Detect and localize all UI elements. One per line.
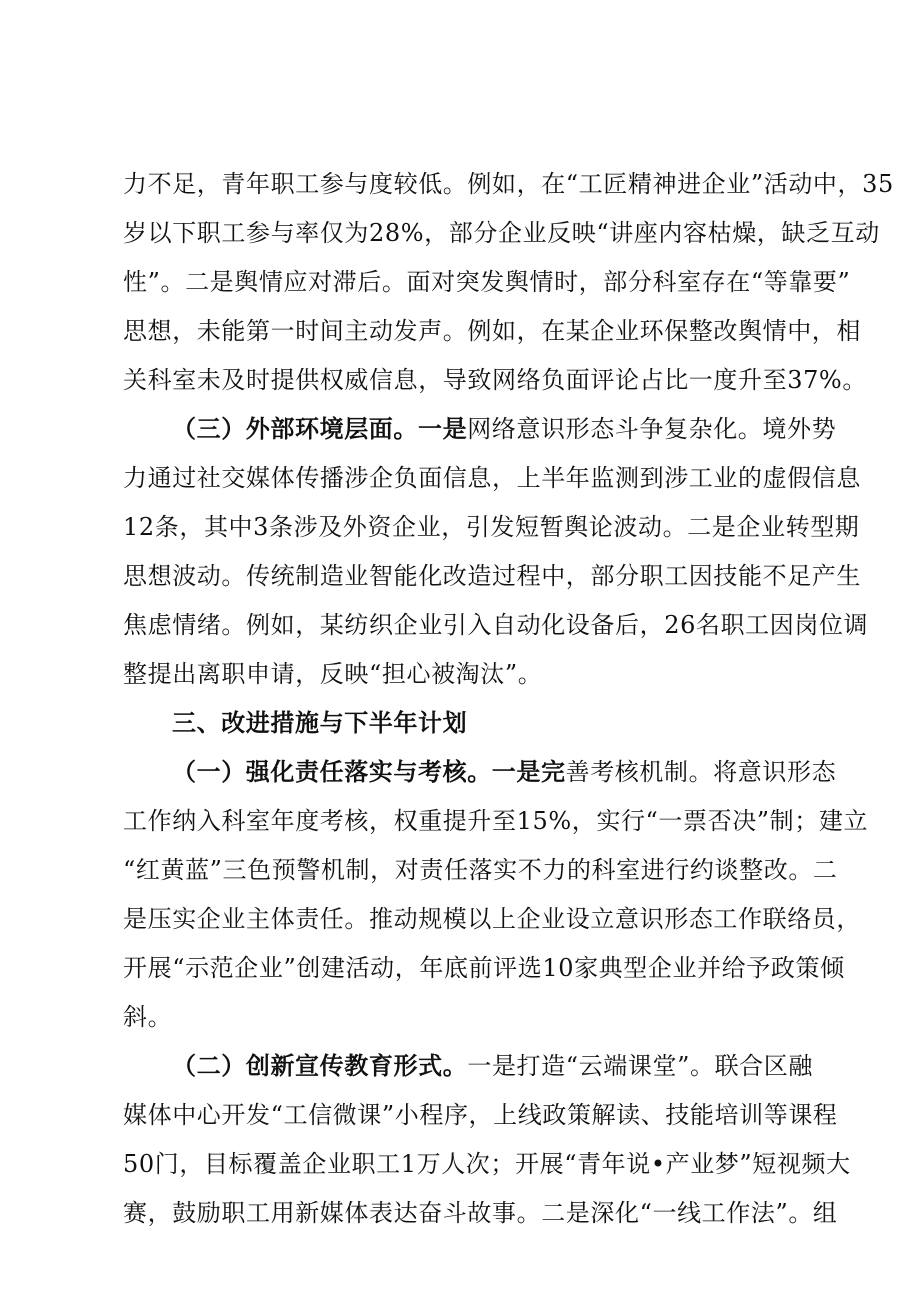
body-line: 性”。二是舆情应对滞后。面对突发舆情时，部分科室存在“等靠要” bbox=[123, 268, 851, 296]
subsection-heading: （三）外部环境层面。一是 bbox=[172, 414, 468, 443]
body-line: “红黄蓝”三色预警机制，对责任落实不力的科室进行约谈整改。二 bbox=[123, 856, 838, 884]
body-line: 思想波动。传统制造业智能化改造过程中，部分职工因技能不足产生 bbox=[123, 562, 861, 590]
body-line: 关科室未及时提供权威信息，导致网络负面评论占比一度升至37%。 bbox=[123, 366, 867, 394]
body-line: 力不足，青年职工参与度较低。例如，在“工匠精神进企业”活动中，35 bbox=[123, 170, 894, 198]
body-line: 整提出离职申请，反映“担心被淘汰”。 bbox=[123, 660, 543, 688]
body-text: 善考核机制。将意识形态 bbox=[565, 758, 837, 786]
body-line: 斜。 bbox=[123, 1003, 173, 1031]
body-line: 是压实企业主体责任。推动规模以上企业设立意识形态工作联络员， bbox=[123, 905, 861, 933]
body-line: 赛，鼓励职工用新媒体表达奋斗故事。二是深化“一线工作法”。组 bbox=[123, 1199, 838, 1227]
body-text: 一是打造“云端课堂”。联合区融 bbox=[467, 1052, 814, 1080]
body-line: 岁以下职工参与率仅为28%，部分企业反映“讲座内容枯燥，缺乏互动 bbox=[123, 219, 880, 247]
subsection-heading-line bbox=[172, 1043, 813, 1089]
body-line: 焦虑情绪。例如，某纺织企业引入自动化设备后，26名职工因岗位调 bbox=[123, 611, 869, 639]
body-line: 12条，其中3条涉及外资企业，引发短暂舆论波动。二是企业转型期 bbox=[123, 513, 860, 541]
body-line: 开展“示范企业”创建活动，年底前评选10家典型企业并给予政策倾 bbox=[123, 954, 845, 982]
body-line: 50门，目标覆盖企业职工1万人次；开展“青年说•产业梦”短视频大 bbox=[123, 1150, 851, 1178]
subsection-heading: （二）创新宣传教育形式。 bbox=[172, 1051, 468, 1080]
body-line: 力通过社交媒体传播涉企负面信息，上半年监测到涉工业的虚假信息 bbox=[123, 464, 861, 492]
body-line: 工作纳入科室年度考核，权重提升至15%，实行“一票否决”制；建立 bbox=[123, 807, 869, 835]
body-line: 思想，未能第一时间主动发声。例如，在某企业环保整改舆情中，相 bbox=[123, 317, 861, 345]
subsection-heading-line bbox=[172, 749, 837, 795]
body-text: 网络意识形态斗争复杂化。境外势 bbox=[467, 415, 837, 443]
section-heading: 三、改进措施与下半年计划 bbox=[172, 708, 468, 737]
body-line: 媒体中心开发“工信微课”小程序，上线政策解读、技能培训等课程 bbox=[123, 1101, 838, 1129]
subsection-heading-line bbox=[172, 406, 837, 452]
subsection-heading: （一）强化责任落实与考核。一是完 bbox=[172, 757, 566, 786]
